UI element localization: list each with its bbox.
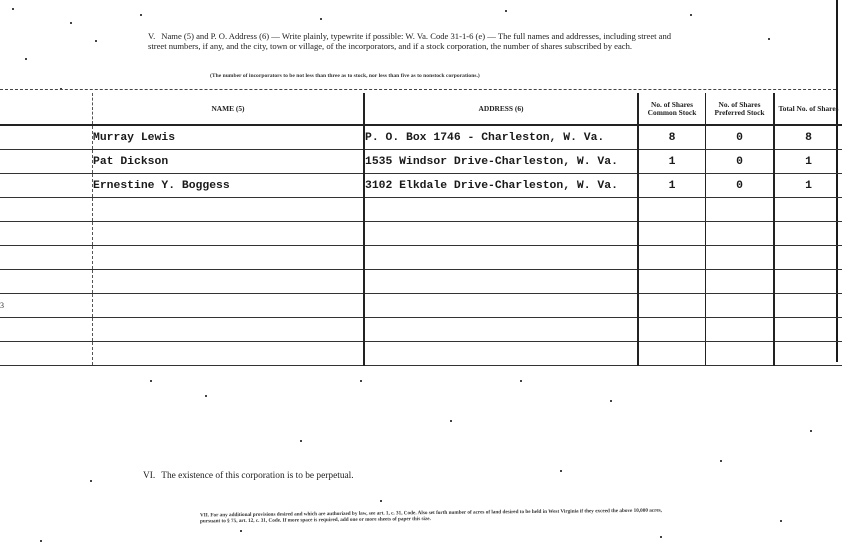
common-shares: 1 — [638, 150, 706, 174]
preferred-shares — [706, 318, 775, 342]
speck — [90, 480, 92, 482]
common-shares — [638, 342, 706, 366]
incorporator-name: Pat Dickson — [93, 150, 365, 174]
preferred-shares: 0 — [706, 150, 775, 174]
total-shares: 1 — [774, 174, 842, 198]
incorporators-table — [0, 93, 842, 366]
incorporator-address — [364, 342, 638, 366]
preferred-shares — [706, 342, 775, 366]
speck — [150, 380, 152, 382]
common-shares: 1 — [638, 174, 706, 198]
speck — [505, 10, 507, 12]
incorporator-address — [364, 270, 638, 294]
speck — [780, 520, 782, 522]
table-row — [0, 198, 842, 222]
speck — [300, 440, 302, 442]
table-row — [0, 150, 842, 174]
row-margin-mark — [0, 174, 93, 198]
incorporator-name — [93, 246, 365, 270]
preferred-shares — [706, 198, 775, 222]
speck — [95, 40, 97, 42]
preferred-shares — [706, 246, 775, 270]
row-margin-mark — [0, 342, 93, 366]
common-shares: 8 — [638, 125, 706, 150]
common-shares — [638, 270, 706, 294]
incorporator-address: 1535 Windsor Drive-Charleston, W. Va. — [364, 150, 638, 174]
table-row — [0, 342, 842, 366]
speck — [520, 380, 522, 382]
total-shares — [774, 198, 842, 222]
header-total-shares: Total No. of Shares — [774, 93, 842, 125]
header-common-shares: No. of Shares Common Stock — [638, 93, 706, 125]
incorporator-address — [364, 246, 638, 270]
incorporator-name — [93, 198, 365, 222]
speck — [205, 395, 207, 397]
section-vi-text: The existence of this corporation is to be perpetual. — [161, 471, 354, 481]
incorporator-name: Murray Lewis — [93, 125, 365, 150]
common-shares — [638, 198, 706, 222]
section-v-heading — [148, 32, 678, 51]
section-v-number: V. — [148, 31, 156, 41]
incorporator-address: 3102 Elkdale Drive-Charleston, W. Va. — [364, 174, 638, 198]
speck — [380, 500, 382, 502]
section-v-text: Name (5) and P. O. Address (6) — Write plainly, typewrite if possible: W. Va. Code 31-1-6 (e) — The full names and addresses, including street and street numbers, if any, and the city, town or village, of the incorporators, and if a stock corporation, the number of shares subscribed by each. — [148, 31, 672, 51]
speck — [610, 400, 612, 402]
incorporator-name — [93, 342, 365, 366]
speck — [70, 22, 72, 24]
incorporator-address — [364, 222, 638, 246]
speck — [140, 14, 142, 16]
row-margin-mark — [0, 318, 93, 342]
row-margin-mark: 3 — [0, 294, 93, 318]
row-margin-mark — [0, 246, 93, 270]
total-shares — [774, 222, 842, 246]
preferred-shares — [706, 294, 775, 318]
total-shares: 1 — [774, 150, 842, 174]
speck — [560, 470, 562, 472]
speck — [810, 430, 812, 432]
table-row — [0, 174, 842, 198]
speck — [320, 18, 322, 20]
total-shares: 8 — [774, 125, 842, 150]
row-margin-mark — [0, 198, 93, 222]
speck — [768, 38, 770, 40]
header-margin — [0, 93, 93, 125]
incorporator-address — [364, 294, 638, 318]
row-margin-mark — [0, 150, 93, 174]
table-row — [0, 318, 842, 342]
speck — [40, 540, 42, 542]
speck — [240, 530, 242, 532]
incorporator-address — [364, 198, 638, 222]
common-shares — [638, 222, 706, 246]
speck — [450, 420, 452, 422]
incorporators-note: (The number of incorporators to be not less than three as to stock, nor less than five as to nonstock corporations.) — [210, 73, 480, 79]
header-preferred-shares: No. of Shares Preferred Stock — [706, 93, 775, 125]
preferred-shares: 0 — [706, 174, 775, 198]
speck — [60, 88, 62, 90]
total-shares — [774, 270, 842, 294]
preferred-shares: 0 — [706, 125, 775, 150]
common-shares — [638, 246, 706, 270]
incorporator-name — [93, 318, 365, 342]
table-row — [0, 222, 842, 246]
table-header-row — [0, 93, 842, 125]
incorporator-address: P. O. Box 1746 - Charleston, W. Va. — [364, 125, 638, 150]
row-margin-mark — [0, 270, 93, 294]
speck — [690, 14, 692, 16]
common-shares — [638, 294, 706, 318]
speck — [660, 536, 662, 538]
incorporator-address — [364, 318, 638, 342]
table-row — [0, 270, 842, 294]
incorporator-name: Ernestine Y. Boggess — [93, 174, 365, 198]
speck — [360, 380, 362, 382]
header-name: NAME (5) — [93, 93, 365, 125]
table-row — [0, 294, 842, 318]
total-shares — [774, 342, 842, 366]
speck — [12, 8, 14, 10]
common-shares — [638, 318, 706, 342]
row-margin-mark — [0, 222, 93, 246]
table-row — [0, 246, 842, 270]
section-vii-text: VII. For any additional provisions desired and which are authorized by law, see art. 1, c. 31, Code. Also set forth number of acres of land desired to be held in West Virginia if they exceed the above 10,000 acres, pursuant to § 75, art. 12, c. 31, Code. If more space is required, add one or more sheets of paper this size. — [199, 507, 662, 525]
incorporator-name — [93, 222, 365, 246]
preferred-shares — [706, 222, 775, 246]
speck — [720, 460, 722, 462]
preferred-shares — [706, 270, 775, 294]
incorporator-name — [93, 270, 365, 294]
total-shares — [774, 294, 842, 318]
row-margin-mark — [0, 125, 93, 150]
total-shares — [774, 246, 842, 270]
table-top-rule — [0, 89, 836, 90]
speck — [25, 58, 27, 60]
total-shares — [774, 318, 842, 342]
table-row — [0, 125, 842, 150]
header-address: ADDRESS (6) — [364, 93, 638, 125]
section-vi — [143, 471, 354, 481]
section-vi-number: VI. — [143, 471, 156, 481]
incorporator-name — [93, 294, 365, 318]
